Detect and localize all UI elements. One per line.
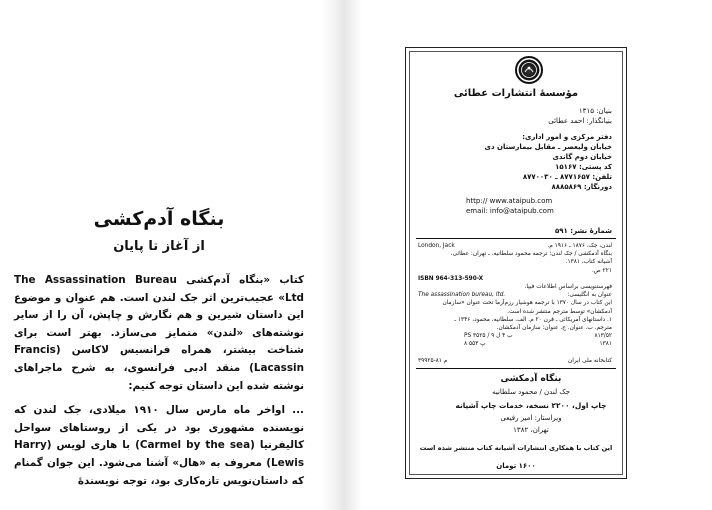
publisher-name: مؤسسهٔ انتشارات عطائی bbox=[453, 88, 579, 99]
cip-latin-line bbox=[418, 258, 513, 266]
cip-latin-line: London, Jack bbox=[418, 243, 455, 249]
cip-latin-line bbox=[418, 316, 513, 324]
founder-line: بنیانگذار: احمد عطائی bbox=[548, 117, 612, 125]
price: ۱۶۰۰ تومان bbox=[496, 462, 536, 470]
cip-line: آدمکشان» توسط مترجم منتشر شده است. bbox=[507, 308, 612, 315]
cip-latin-line bbox=[418, 324, 513, 332]
intro-paragraph-2: ... اواخر ماه مارس سال ۱۹۱۰ میلادی، جک لندن که نویسنده مشهوری بود در یکی از روستاهای سواحل کالیفرنیا (Carmel by the sea) با هاری لویس (Harry Lewis) معروف به «هال» آشنا می‌شود. این جوان گمنام که داستان‌نویس تازه‌کاری بود، توجه نویسندهٔ bbox=[14, 404, 304, 487]
office-address bbox=[485, 132, 612, 192]
fax-line: دورنگار: ۸۸۸۵۸۶۹ bbox=[551, 183, 612, 191]
cip-latin-line: م ۸۱-۳۹۹۲۵ bbox=[418, 357, 448, 364]
cip-latin-line bbox=[418, 283, 513, 291]
cip-latin-line bbox=[418, 267, 513, 275]
cip-latin-line: ISBN 964-313-590-X bbox=[418, 275, 484, 282]
cip-line: ۱. داستانهای آمریکائی ـ قرن ۲۰ م. الف. سلطانیه، محمود، ۱۳۴۶ ـ bbox=[454, 316, 612, 323]
colophon-city: تهران، ۱۳۸۲ bbox=[513, 426, 549, 434]
book-gutter bbox=[322, 0, 362, 510]
cip-latin-line bbox=[418, 250, 513, 258]
copyright-page-frame bbox=[405, 47, 627, 479]
cip-latin-line bbox=[418, 308, 513, 316]
cip-line: ۸۱۳/۵۲ bbox=[594, 333, 612, 340]
address-line-1: خیابان ولیعصر ـ مقابل بیمارستان دی bbox=[484, 143, 612, 151]
colophon-author: جک لندن / محمود سلطانیه bbox=[492, 388, 570, 396]
cip-line: فهرستنویسی براساس اطلاعات فیپا. bbox=[524, 284, 612, 291]
cip-line: لندن، جک، ۱۸۷۶ ـ ۱۹۱۶ م. bbox=[547, 243, 612, 249]
publisher-info bbox=[548, 106, 612, 126]
email-line: email: info@ataipub.com bbox=[466, 207, 554, 215]
postal-code: کد پستی: ۱۵۱۶۷ bbox=[555, 163, 612, 171]
book-title: بنگاه آدم‌کشی bbox=[93, 208, 225, 230]
colophon-note: این کتاب با همکاری انتشارات آشیانه کتاب منتشر شده است bbox=[419, 444, 613, 452]
cip-latin-line bbox=[418, 349, 513, 357]
colophon-title: بنگاه آدمکشی bbox=[500, 374, 562, 384]
divider-top bbox=[416, 238, 616, 239]
cip-line: آشیانه کتاب، ۱۳۸۱. bbox=[565, 259, 612, 266]
office-heading: دفتر مرکزی و امور اداری: bbox=[522, 133, 612, 141]
website-line: http:// www.ataipub.com bbox=[466, 197, 553, 205]
cip-line: ۱۳۸۱ bbox=[599, 341, 612, 348]
cip-latin-line: The assassination bureau, ltd. bbox=[418, 292, 506, 299]
cip-line: ۲۲۱ ص. bbox=[591, 267, 612, 274]
publisher-logo-icon bbox=[515, 56, 543, 84]
colophon-edition: چاپ اول، ۲۲۰۰ نسخه، خدمات چاپ آشیانه bbox=[455, 401, 607, 410]
founded-line: بنیان: ۱۳۱۵ bbox=[578, 107, 612, 115]
cip-latin-line: ۸ پ ۵۵۳ bbox=[464, 341, 486, 348]
cip-latin-line: PS ۳۵۲۵ / ۹ ب ۴ ل bbox=[464, 333, 513, 340]
cip-line: عنوان به انگلیسی: bbox=[567, 292, 612, 299]
cip-line: کتابخانه ملی ایران bbox=[568, 357, 612, 364]
cip-latin-line bbox=[418, 299, 513, 307]
cip-line: بنگاه آدمکشی / جک لندن؛ ترجمه محمود سلطانیه. ـ تهران: عطائی، bbox=[450, 251, 612, 258]
cip-line: این کتاب در سال ۱۳۷۰ با ترجمه هوشیار رزم‌آزما تحت عنوان «سازمان bbox=[442, 300, 612, 307]
web-contact bbox=[466, 196, 554, 216]
cip-latin bbox=[418, 242, 513, 365]
intro-text bbox=[14, 272, 304, 490]
colophon-editor: ویراستار: امیر رفیعی bbox=[500, 414, 562, 422]
book-subtitle: از آغاز تا پایان bbox=[113, 239, 205, 254]
phone-line: تلفن: ۸۷۷۱۶۵۷ ـ ۸۷۷۰۰۳۰ bbox=[522, 173, 612, 181]
divider-bottom bbox=[416, 368, 616, 369]
print-number: شمارهٔ نشر: ۵۹۱ bbox=[555, 227, 612, 235]
left-page bbox=[14, 190, 304, 497]
intro-paragraph-1: کتاب «بنگاه آدم‌کشی The Assassination Bureau Ltd» عجیب‌ترین اثر جک لندن است. هم عنوان و موضوع این داستان شیرین و هم نگارش و چاپش، آن را از سایر نوشته‌های «لندن» متمایز می‌سازد. بهتر است برای شناخت بیشتر، همراه فرانسیس لاکاسن (Francis Lacassin) منقد ادبی فرانسوی، به شرح ماجراهای نوشته شده این داستان توجه کنیم: bbox=[14, 274, 304, 392]
cip-line: مترجم. ب. عنوان. ج. عنوان: سازمان آدمکشان. bbox=[496, 325, 612, 332]
address-line-2: خیابان دوم گاندی bbox=[552, 153, 612, 161]
